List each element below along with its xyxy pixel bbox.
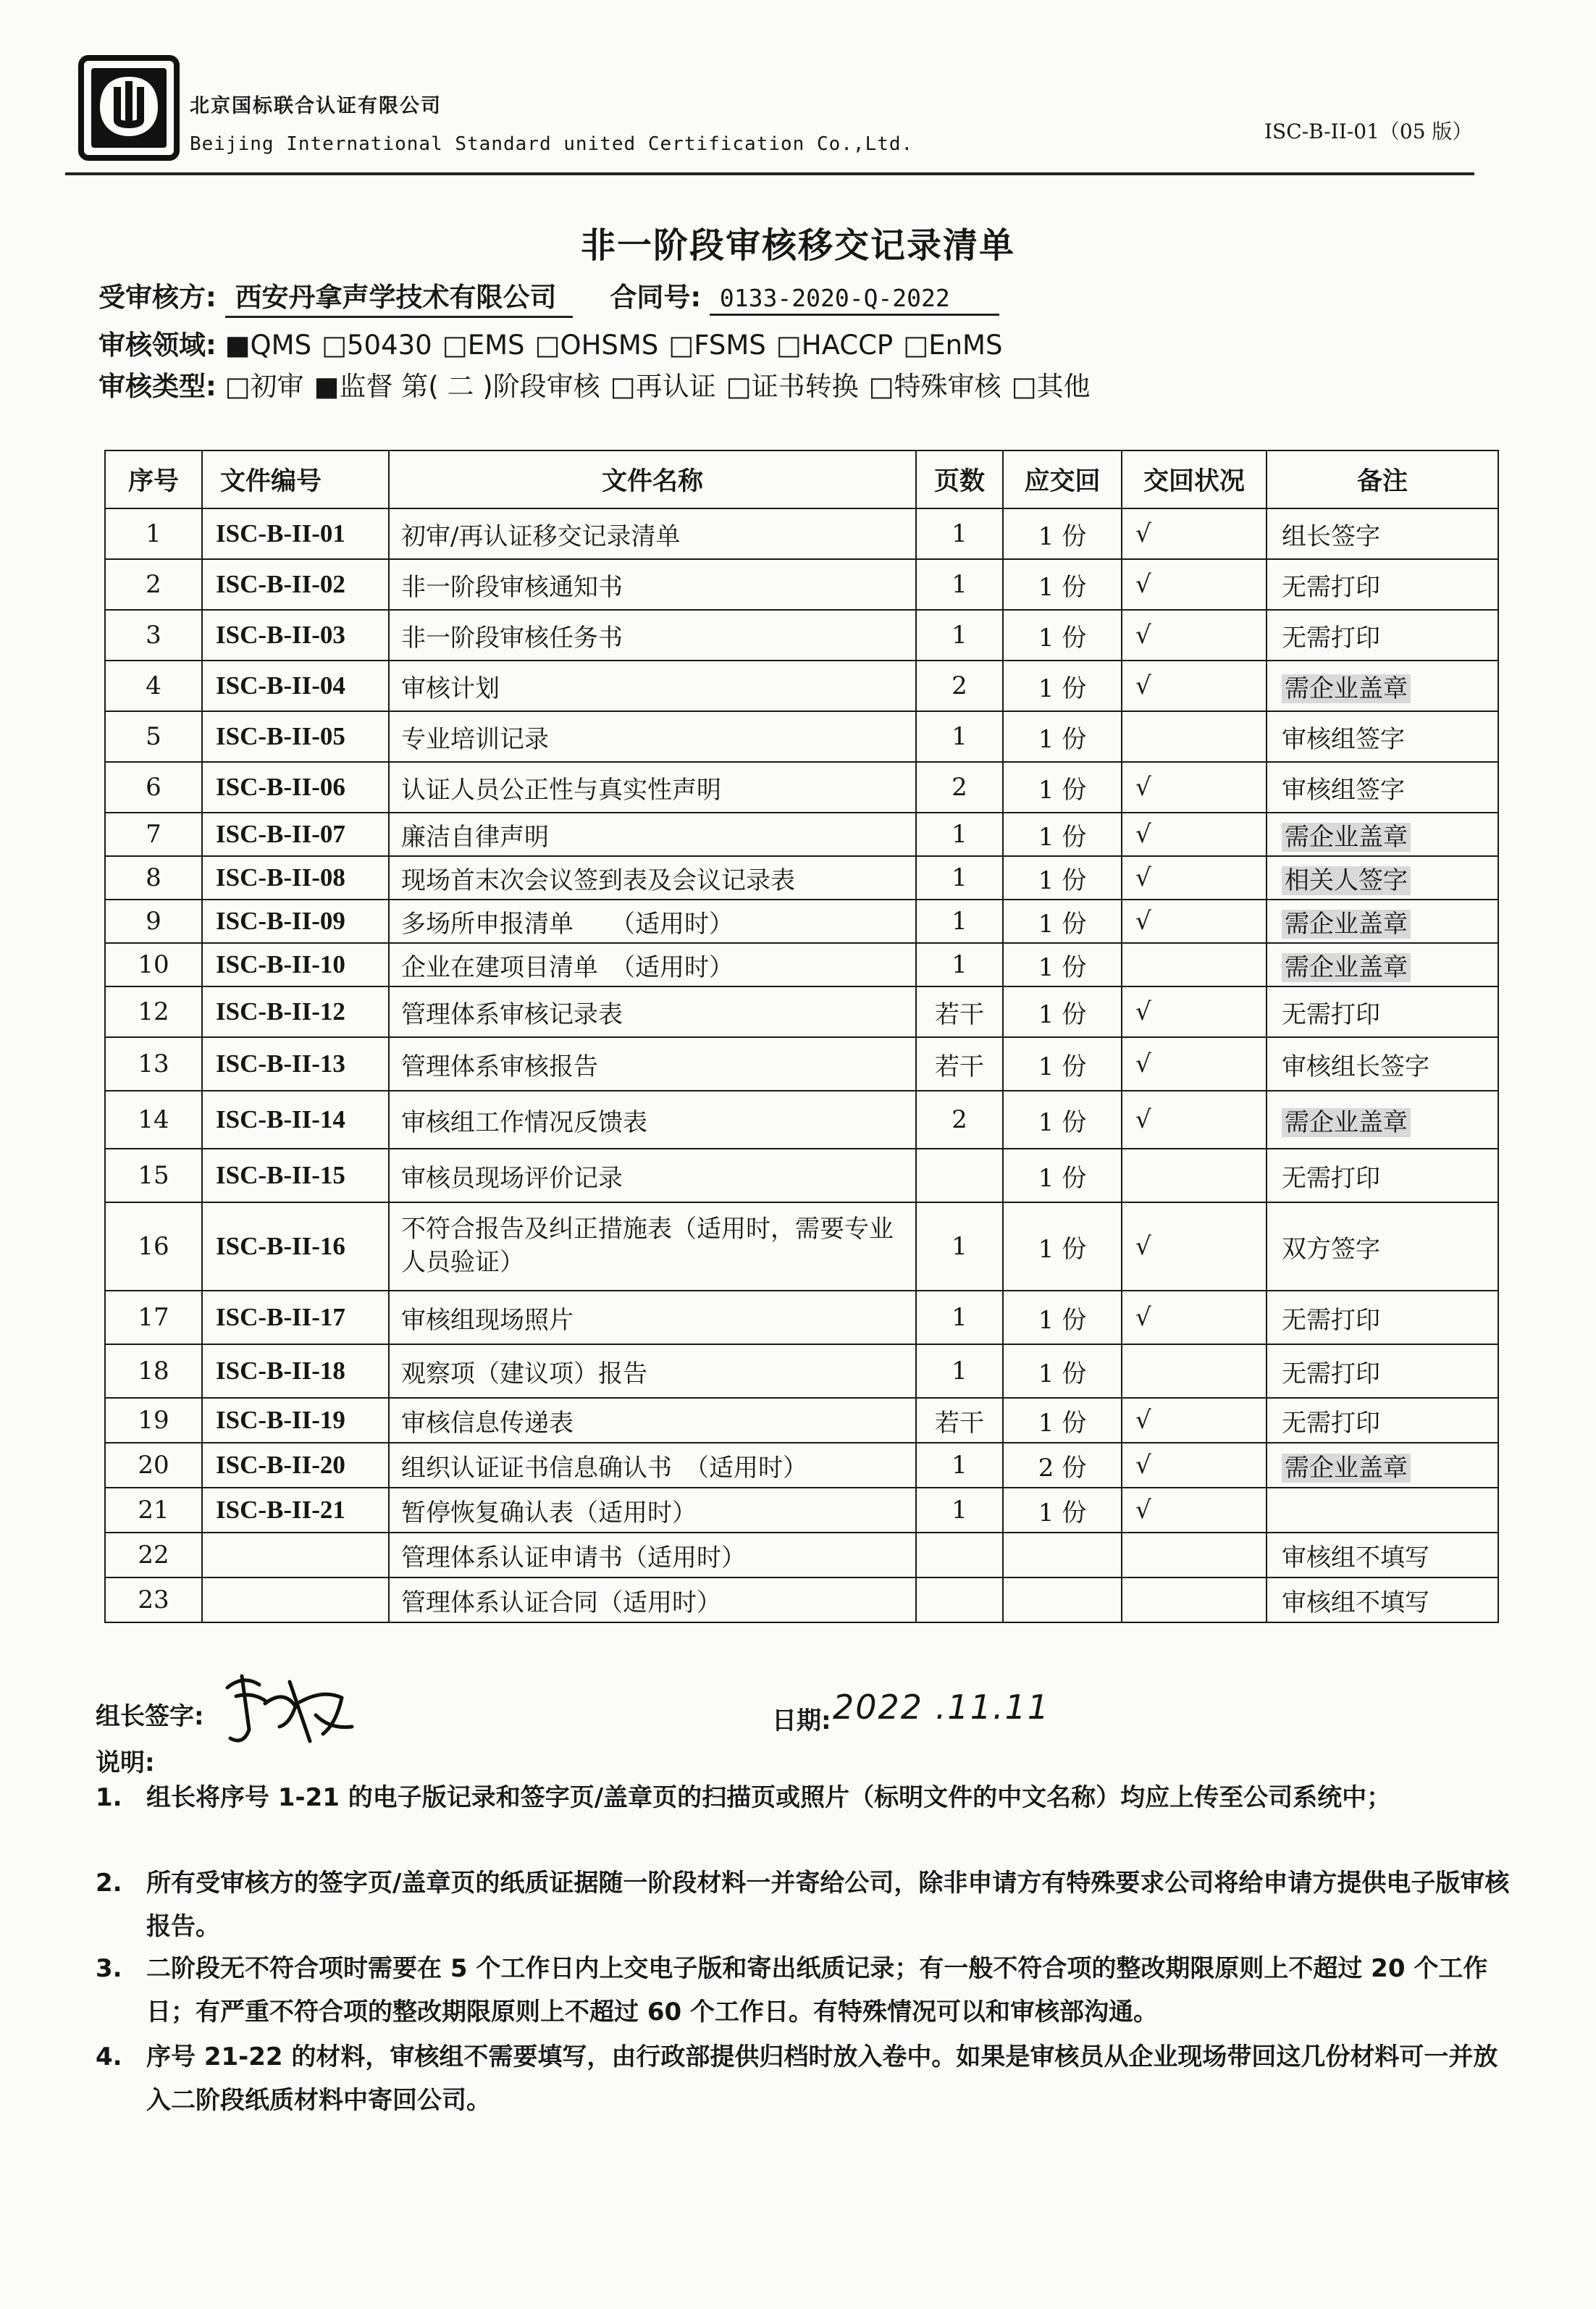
table-row [105,1202,1498,1291]
row-return-status: √ [1122,1443,1267,1488]
row-remark: 审核组不填写 [1267,1577,1498,1622]
row-file-code: ISC-B-II-02 [202,559,389,610]
row-file-code: ISC-B-II-14 [202,1091,389,1149]
row-return-status: √ [1122,856,1267,900]
table-row [105,1344,1498,1398]
row-file-name: 初审/再认证移交记录清单 [389,508,916,559]
row-remark: 无需打印 [1267,1149,1498,1202]
row-seq: 8 [105,856,202,900]
row-file-code: ISC-B-II-12 [202,986,389,1037]
row-pages: 1 [916,856,1003,900]
form-code: ISC-B-II-01（05 版） [1264,120,1473,143]
table-row [105,1577,1498,1622]
row-return-status: √ [1122,900,1267,943]
note-text: 序号 21-22 的材料，审核组不需要填写，由行政部提供归档时放入卷中。如果是审核员从企业现场带回这几份材料可一并放入二阶段纸质材料中寄回公司。 [146,2042,1498,2115]
table-row [105,1488,1498,1533]
row-remark: 需企业盖章 [1282,953,1411,982]
table-row [105,1091,1498,1149]
row-remark: 审核组签字 [1267,762,1498,813]
row-file-name: 非一阶段审核任务书 [389,610,916,661]
row-file-code [202,1577,389,1622]
auditee-line [98,275,999,318]
row-seq: 22 [105,1533,202,1577]
row-pages: 1 [916,1202,1003,1291]
row-remark-cell [1267,900,1498,943]
header-file-code: 文件编号 [202,451,389,508]
row-copies: 1 份 [1003,610,1122,661]
row-seq: 10 [105,943,202,986]
row-file-name: 审核组工作情况反馈表 [389,1091,916,1149]
row-remark: 无需打印 [1267,1398,1498,1443]
row-copies: 1 份 [1003,508,1122,559]
row-pages: 1 [916,559,1003,610]
row-remark: 审核组不填写 [1267,1533,1498,1577]
table-row [105,986,1498,1037]
checkbox-option: □HACCP [776,330,894,361]
header-file-name: 文件名称 [389,451,916,508]
row-file-name: 组织认证证书信息确认书 （适用时） [389,1443,916,1488]
row-return-status: √ [1122,1488,1267,1533]
note-number: 3. [96,1954,122,1983]
row-pages [916,1533,1003,1577]
row-file-code: ISC-B-II-20 [202,1443,389,1488]
row-remark: 无需打印 [1267,610,1498,661]
row-copies: 1 份 [1003,661,1122,711]
row-remark: 需企业盖章 [1282,1108,1411,1137]
row-return-status [1122,711,1267,762]
row-return-status: √ [1122,559,1267,610]
row-remark: 需企业盖章 [1282,823,1411,852]
row-file-code: ISC-B-II-06 [202,762,389,813]
note-number: 4. [96,2042,122,2071]
row-remark-cell [1267,943,1498,986]
row-copies [1003,1533,1122,1577]
row-pages [916,1149,1003,1202]
note-item [96,1947,1515,2034]
row-pages: 2 [916,661,1003,711]
company-name-en: Beijing International Standard united Certification Co.,Ltd. [190,133,914,155]
row-return-status [1122,1149,1267,1202]
row-file-code: ISC-B-II-09 [202,900,389,943]
row-seq: 6 [105,762,202,813]
row-remark-cell [1267,1091,1498,1149]
row-copies: 1 份 [1003,762,1122,813]
checkbox-option: □再认证 [610,371,716,402]
row-file-name: 非一阶段审核通知书 [389,559,916,610]
row-seq: 1 [105,508,202,559]
auditee-label: 受审核方: [98,282,217,313]
row-remark-cell [1267,661,1498,711]
note-text: 所有受审核方的签字页/盖章页的纸质证据随一阶段材料一并寄给公司，除非申请方有特殊要求公司将给申请方提供电子版审核报告。 [146,1869,1510,1941]
row-pages: 若干 [916,1398,1003,1443]
table-row [105,1443,1498,1488]
row-pages: 若干 [916,1037,1003,1091]
row-file-code: ISC-B-II-18 [202,1344,389,1398]
row-seq: 2 [105,559,202,610]
header-pages: 页数 [916,451,1003,508]
row-remark: 审核组长签字 [1267,1037,1498,1091]
row-file-name: 观察项（建议项）报告 [389,1344,916,1398]
auditee-value: 西安丹拿声学技术有限公司 [225,275,573,318]
checkbox-option: □EnMS [903,330,1003,361]
checkbox-option: □OHSMS [534,330,659,361]
table-row [105,610,1498,661]
row-copies: 1 份 [1003,1488,1122,1533]
row-seq: 16 [105,1202,202,1291]
row-pages [916,1577,1003,1622]
table-row [105,900,1498,943]
date-value: 2022 .11.11 [833,1688,1050,1727]
row-file-code: ISC-B-II-19 [202,1398,389,1443]
table-row [105,1533,1498,1577]
row-remark: 需企业盖章 [1282,674,1411,703]
note-number: 1. [96,1783,122,1812]
row-copies: 1 份 [1003,943,1122,986]
row-remark: 审核组签字 [1267,711,1498,762]
note-item [96,1861,1515,1948]
row-file-code: ISC-B-II-05 [202,711,389,762]
row-remark-cell [1267,856,1498,900]
checkbox-option: ■监督 第( 二 )阶段审核 [314,371,600,402]
row-file-name: 管理体系认证合同（适用时） [389,1577,916,1622]
row-file-name: 审核组现场照片 [389,1291,916,1344]
row-seq: 17 [105,1291,202,1344]
row-seq: 4 [105,661,202,711]
row-copies: 1 份 [1003,1202,1122,1291]
row-file-name: 管理体系审核记录表 [389,986,916,1037]
row-file-name: 认证人员公正性与真实性声明 [389,762,916,813]
row-copies: 1 份 [1003,1037,1122,1091]
row-return-status: √ [1122,1091,1267,1149]
checkbox-option: □其他 [1011,371,1091,402]
row-seq: 12 [105,986,202,1037]
row-file-name: 现场首末次会议签到表及会议记录表 [389,856,916,900]
row-file-name: 管理体系审核报告 [389,1037,916,1091]
checkbox-option: □50430 [322,330,432,361]
row-file-name: 不符合报告及纠正措施表（适用时，需要专业人员验证） [389,1202,916,1291]
row-pages: 1 [916,711,1003,762]
row-seq: 3 [105,610,202,661]
row-return-status: √ [1122,1202,1267,1291]
row-file-code: ISC-B-II-10 [202,943,389,986]
row-copies: 1 份 [1003,1291,1122,1344]
row-file-name: 企业在建项目清单 （适用时） [389,943,916,986]
handwritten-signature [214,1660,359,1761]
row-return-status: √ [1122,1398,1267,1443]
row-remark-cell [1267,813,1498,856]
row-return-status [1122,943,1267,986]
row-return-status [1122,1533,1267,1577]
row-seq: 21 [105,1488,202,1533]
row-pages: 2 [916,1091,1003,1149]
row-copies: 1 份 [1003,856,1122,900]
row-file-code: ISC-B-II-07 [202,813,389,856]
row-remark: 需企业盖章 [1282,1454,1411,1483]
table-row [105,711,1498,762]
row-file-name: 审核计划 [389,661,916,711]
row-file-code: ISC-B-II-13 [202,1037,389,1091]
row-pages: 1 [916,610,1003,661]
row-remark: 相关人签字 [1282,866,1411,895]
audit-domain-options [225,330,1013,361]
contract-value: 0133-2020-Q-2022 [710,284,999,316]
row-return-status [1122,1577,1267,1622]
row-return-status: √ [1122,813,1267,856]
row-file-code: ISC-B-II-17 [202,1291,389,1344]
row-seq: 15 [105,1149,202,1202]
document-title: 非一阶段审核移交记录清单 [580,225,1015,266]
row-return-status [1122,1344,1267,1398]
row-remark: 无需打印 [1267,1344,1498,1398]
checkbox-option: ■QMS [224,330,312,361]
row-remark [1267,1488,1498,1533]
row-seq: 20 [105,1443,202,1488]
row-file-name: 暂停恢复确认表（适用时） [389,1488,916,1533]
row-file-code [202,1533,389,1577]
table-body [105,508,1498,1622]
table-row [105,856,1498,900]
note-text: 二阶段无不符合项时需要在 5 个工作日内上交电子版和寄出纸质记录；有一般不符合项的整改期限原则上不超过 20 个工作日；有严重不符合项的整改期限原则上不超过 60 个工作日。有特殊情况可以和审核部沟通。 [146,1954,1488,2027]
row-pages: 1 [916,943,1003,986]
row-pages: 1 [916,1291,1003,1344]
checkbox-option: □特殊审核 [868,371,1001,402]
row-pages: 1 [916,1344,1003,1398]
row-pages: 1 [916,1488,1003,1533]
table-row [105,661,1498,711]
table-row [105,813,1498,856]
row-remark: 双方签字 [1267,1202,1498,1291]
table-row [105,508,1498,559]
row-file-name: 多场所申报清单 （适用时） [389,900,916,943]
row-seq: 9 [105,900,202,943]
date-label: 日期: [772,1706,831,1735]
checkbox-option: □初审 [224,371,304,402]
audit-domain-label: 审核领域: [98,330,217,361]
row-copies: 1 份 [1003,1398,1122,1443]
row-remark: 无需打印 [1267,559,1498,610]
checkbox-option: □EMS [442,330,525,361]
table-row [105,1037,1498,1091]
row-file-code: ISC-B-II-16 [202,1202,389,1291]
row-seq: 14 [105,1091,202,1149]
leader-signature-label: 组长签字: [96,1702,204,1731]
row-file-name: 专业培训记录 [389,711,916,762]
row-pages: 1 [916,900,1003,943]
contract-label: 合同号: [610,282,702,313]
row-seq: 23 [105,1577,202,1622]
row-file-code: ISC-B-II-04 [202,661,389,711]
row-return-status: √ [1122,986,1267,1037]
checkbox-option: □FSMS [668,330,766,361]
note-item [96,2035,1515,2122]
table-row [105,762,1498,813]
transfer-record-table [104,450,1499,1623]
row-return-status: √ [1122,762,1267,813]
row-seq: 13 [105,1037,202,1091]
note-number: 2. [96,1869,122,1898]
table-row [105,1291,1498,1344]
row-file-name: 廉洁自律声明 [389,813,916,856]
company-name-cn: 北京国标联合认证有限公司 [190,95,442,117]
row-file-name: 审核信息传递表 [389,1398,916,1443]
row-file-code: ISC-B-II-01 [202,508,389,559]
row-copies: 1 份 [1003,813,1122,856]
row-return-status: √ [1122,508,1267,559]
header-copies: 应交回 [1003,451,1122,508]
audit-type-label: 审核类型: [98,371,217,402]
row-remark: 组长签字 [1267,508,1498,559]
row-seq: 5 [105,711,202,762]
row-remark: 无需打印 [1267,1291,1498,1344]
audit-domain-line [98,323,1012,362]
row-remark-cell [1267,1443,1498,1488]
row-seq: 19 [105,1398,202,1443]
audit-type-line [98,364,1101,403]
row-file-name: 管理体系认证申请书（适用时） [389,1533,916,1577]
row-return-status: √ [1122,1291,1267,1344]
row-seq: 7 [105,813,202,856]
row-copies: 1 份 [1003,900,1122,943]
row-file-code: ISC-B-II-21 [202,1488,389,1533]
row-file-code: ISC-B-II-03 [202,610,389,661]
table-header-row [105,451,1498,508]
note-item [96,1776,1515,1819]
row-copies: 1 份 [1003,1344,1122,1398]
row-return-status: √ [1122,1037,1267,1091]
row-return-status: √ [1122,610,1267,661]
table-row [105,943,1498,986]
table-row [105,1149,1498,1202]
row-pages: 若干 [916,986,1003,1037]
table-row [105,1398,1498,1443]
row-seq: 18 [105,1344,202,1398]
row-remark: 无需打印 [1267,986,1498,1037]
row-copies: 1 份 [1003,986,1122,1037]
row-pages: 2 [916,762,1003,813]
company-logo [78,55,180,161]
row-return-status: √ [1122,661,1267,711]
header-remarks: 备注 [1267,451,1498,508]
row-file-name: 审核员现场评价记录 [389,1149,916,1202]
header-return-status: 交回状况 [1122,451,1267,508]
row-copies: 1 份 [1003,1149,1122,1202]
header-divider [65,172,1474,175]
note-text: 组长将序号 1-21 的电子版记录和签字页/盖章页的扫描页或照片（标明文件的中文名称）均应上传至公司系统中； [146,1783,1392,1812]
row-copies: 2 份 [1003,1443,1122,1488]
row-pages: 1 [916,508,1003,559]
row-pages: 1 [916,1443,1003,1488]
row-copies: 1 份 [1003,711,1122,762]
row-pages: 1 [916,813,1003,856]
row-copies [1003,1577,1122,1622]
header-seq: 序号 [105,451,202,508]
row-file-code: ISC-B-II-15 [202,1149,389,1202]
audit-type-options [225,371,1101,402]
row-file-code: ISC-B-II-08 [202,856,389,900]
checkbox-option: □证书转换 [726,371,859,402]
table-row [105,559,1498,610]
row-copies: 1 份 [1003,1091,1122,1149]
row-remark: 需企业盖章 [1282,910,1411,939]
notes-title: 说明: [96,1748,155,1777]
row-copies: 1 份 [1003,559,1122,610]
